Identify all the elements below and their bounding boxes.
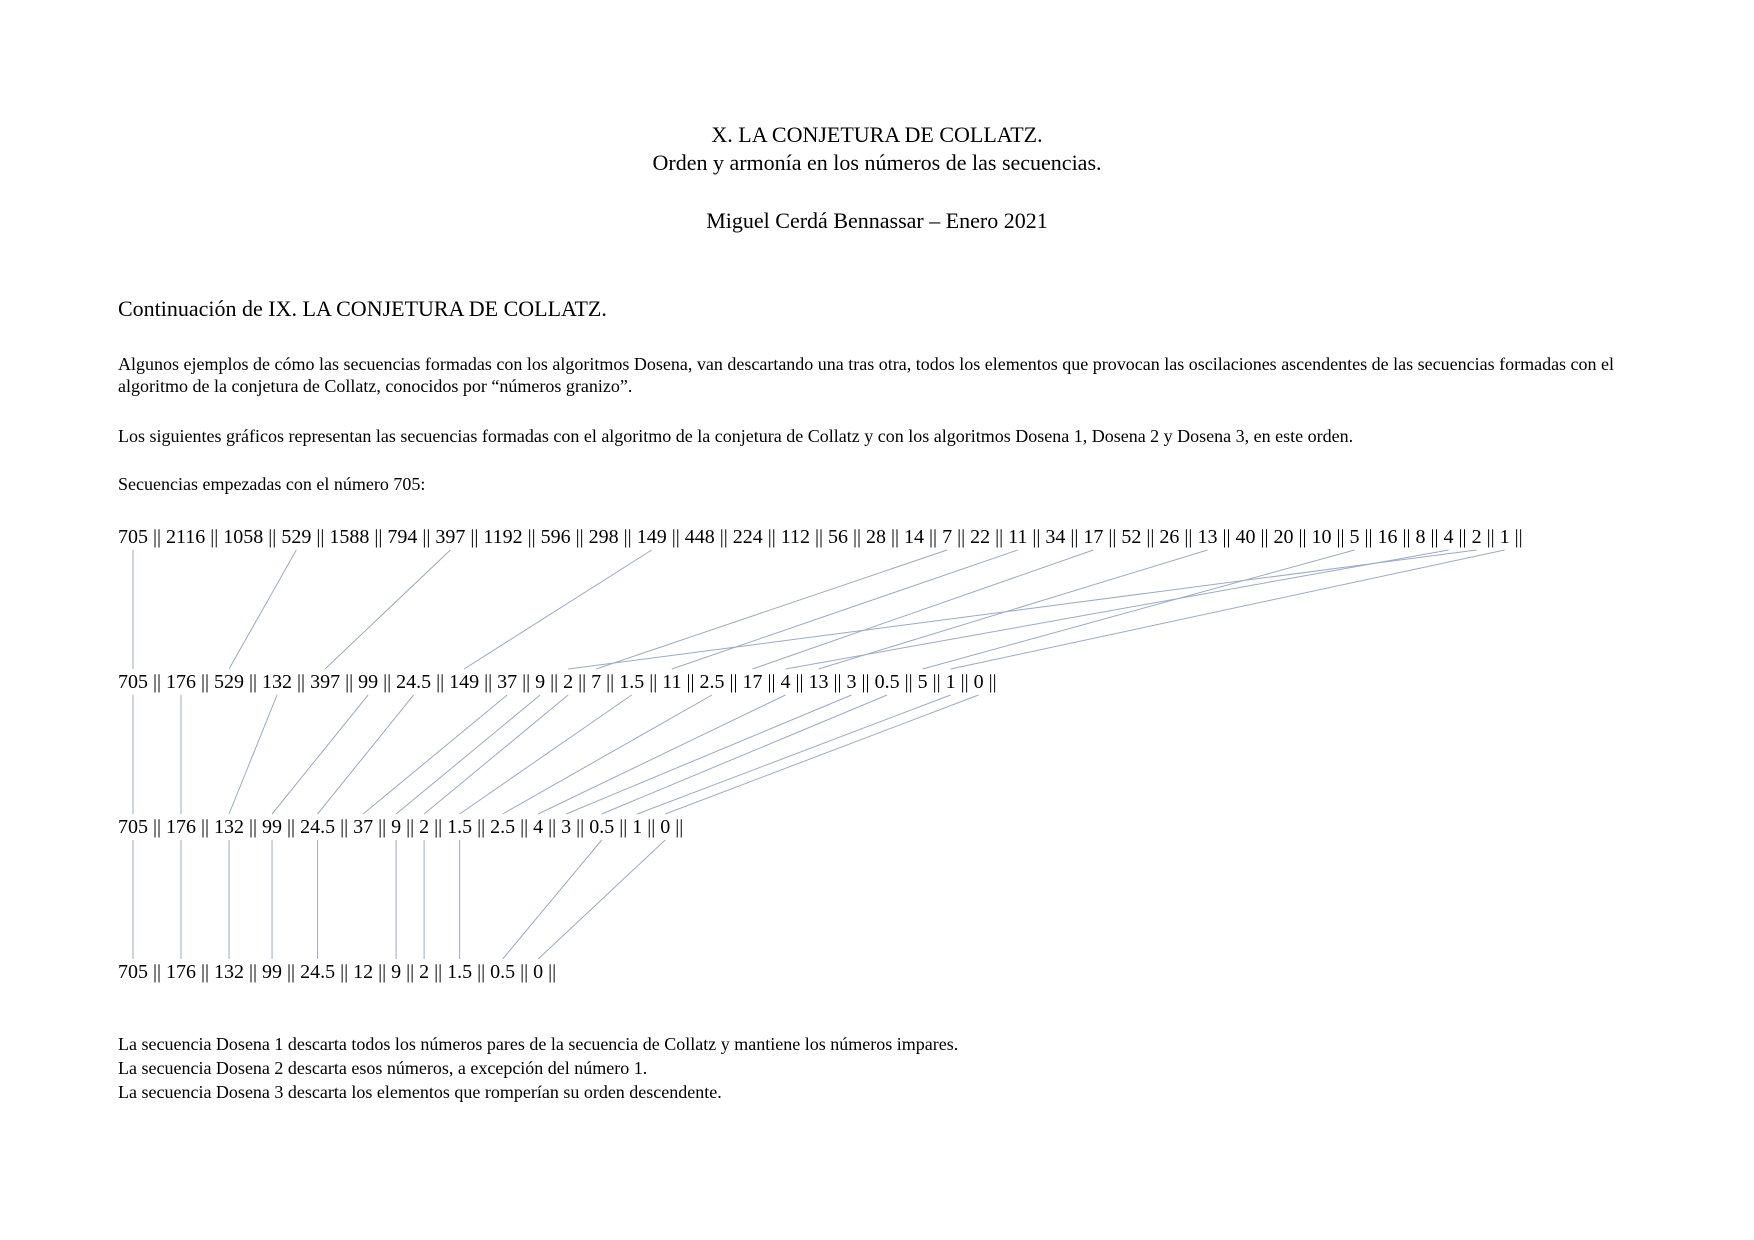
sequence-separator: || [1453,526,1472,548]
sequence-separator: || [828,671,847,693]
sequence-number: 705 [118,526,148,548]
sequence-number: 56 [828,526,849,548]
sequence-separator: || [1103,526,1122,548]
collatz-sequence [118,525,1523,549]
sequence-separator: || [924,526,943,548]
sequence-separator: || [369,526,388,548]
sequence-separator: || [571,816,590,838]
sequence-number: 9 [535,671,546,693]
connector-line [753,550,1094,669]
sequence-number: 17 [742,671,763,693]
dosena2-sequence [118,815,683,839]
sequence-number: 99 [262,961,283,983]
connector-line [596,550,947,669]
sequence-separator: || [196,671,215,693]
connector-line [602,695,887,814]
sequence-separator: || [1141,526,1160,548]
sequence-number: 1 [945,671,956,693]
sequence-separator: || [762,526,781,548]
sequence-separator: || [335,961,354,983]
sequence-number: 705 [118,671,148,693]
sequence-number: 1192 [483,526,523,548]
sequence-number: 2 [563,671,574,693]
sequence-separator: || [1425,526,1444,548]
note-dosena1: La secuencia Dosena 1 descarta todos los números pares de la secuencia de Collatz y mantiene los números impares. [118,1034,959,1054]
sequence-separator: || [522,526,541,548]
sequence-number: 397 [435,526,466,548]
sequence-number: 22 [970,526,991,548]
sequence-number: 1588 [329,526,370,548]
sequence-separator: || [148,961,167,983]
sequence-separator: || [148,671,167,693]
sequence-number: 298 [588,526,619,548]
connector-line [568,550,1476,669]
sequence-number: 794 [387,526,418,548]
sequence-number: 5 [1349,526,1360,548]
connector-line [325,550,450,669]
sequence-separator: || [148,526,167,548]
sequence-separator: || [790,671,809,693]
sequence-number: 0.5 [874,671,900,693]
sequence-separator: || [614,816,633,838]
sequence-separator: || [1293,526,1312,548]
sequence-separator: || [570,526,589,548]
sequence-number: 2 [419,961,430,983]
sequence-number: 37 [497,671,518,693]
sequence-separator: || [990,526,1009,548]
sequence-separator: || [1255,526,1274,548]
sequence-number: 1.5 [619,671,645,693]
sequence-number: 176 [166,816,197,838]
dosena1-sequence [118,670,997,694]
sequence-intro: Secuencias empezadas con el número 705: [118,474,426,494]
sequence-number: 4 [780,671,791,693]
sequence-separator: || [927,671,946,693]
sequence-number: 132 [214,816,245,838]
sequence-number: 1 [632,816,643,838]
sequence-number: 13 [808,671,829,693]
sequence-separator: || [886,526,905,548]
sequence-number: 24.5 [300,816,336,838]
sequence-separator: || [724,671,743,693]
sequence-number: 24.5 [396,671,432,693]
sequence-separator: || [244,671,263,693]
sequence-separator: || [543,816,562,838]
connector-line [951,550,1505,669]
sequence-number: 596 [540,526,571,548]
sequence-number: 0.5 [589,816,615,838]
sequence-separator: || [431,671,450,693]
section-heading: Continuación de IX. LA CONJETURA DE COLLATZ. [118,296,607,321]
sequence-separator: || [472,961,491,983]
sequence-separator: || [401,816,420,838]
sequence-separator: || [644,671,663,693]
sequence-separator: || [1397,526,1416,548]
connector-line [923,550,1355,669]
sequence-number: 0 [973,671,984,693]
sequence-separator: || [681,671,700,693]
sequence-number: 40 [1235,526,1256,548]
sequence-separator: || [196,961,215,983]
sequence-number: 99 [262,816,283,838]
sequence-number: 34 [1045,526,1066,548]
sequence-separator: || [429,961,448,983]
sequence-separator: || [378,671,397,693]
sequence-number: 0.5 [490,961,516,983]
sequence-number: 52 [1121,526,1142,548]
sequence-separator: || [983,671,997,693]
sequence-separator: || [292,671,311,693]
connector-line [672,550,1018,669]
sequence-separator: || [417,526,436,548]
sequence-separator: || [1217,526,1236,548]
sequence-number: 8 [1415,526,1426,548]
sequence-number: 3 [561,816,572,838]
page-title: X. LA CONJETURA DE COLLATZ. [711,122,1043,147]
sequence-number: 13 [1197,526,1218,548]
page-subtitle: Orden y armonía en los números de las secuencias. [652,150,1102,175]
sequence-separator: || [517,671,536,693]
sequence-number: 2.5 [699,671,725,693]
sequence-number: 37 [353,816,374,838]
sequence-separator: || [1027,526,1046,548]
connector-line [665,695,978,814]
sequence-separator: || [472,816,491,838]
sequence-separator: || [263,526,282,548]
sequence-number: 448 [684,526,715,548]
sequence-number: 397 [310,671,341,693]
sequence-separator: || [601,671,620,693]
sequence-separator: || [479,671,498,693]
connector-line [272,695,368,814]
sequence-separator: || [642,816,661,838]
sequence-separator: || [196,816,215,838]
connector-line [464,550,652,669]
sequence-number: 149 [449,671,480,693]
connector-line [566,695,851,814]
sequence-number: 11 [1008,526,1028,548]
sequence-number: 2 [419,816,430,838]
sequence-number: 132 [214,961,245,983]
sequence-number: 26 [1159,526,1180,548]
sequence-separator: || [515,961,534,983]
sequence-number: 112 [780,526,810,548]
sequence-separator: || [573,671,592,693]
sequence-separator: || [810,526,829,548]
sequence-number: 149 [636,526,667,548]
sequence-number: 99 [358,671,379,693]
sequence-number: 24.5 [300,961,336,983]
sequence-separator: || [401,961,420,983]
description-paragraph: Los siguientes gráficos representan las secuencias formadas con el algoritmo de la conjetura de Collatz y con los algoritmos Dosena 1, Dosena 2 y Dosena 3, en este orden. [118,426,1354,446]
sequence-separator: || [899,671,918,693]
sequence-separator: || [848,526,867,548]
sequence-number: 1.5 [447,961,473,983]
sequence-separator: || [670,816,684,838]
sequence-separator: || [543,961,557,983]
sequence-separator: || [515,816,534,838]
sequence-separator: || [429,816,448,838]
connector-line [503,695,712,814]
sequence-number: 28 [866,526,887,548]
intro-paragraph: Algunos ejemplos de cómo las secuencias formadas con los algoritmos Dosena, van descartando una tras otra, todos los elementos que provocan las oscilaciones ascendentes de las secuencias formadas con el algoritmo de la conjetura de Collatz, conocidos por “números granizo”. [118,354,1615,396]
sequence-separator: || [311,526,330,548]
sequence-number: 12 [353,961,374,983]
sequence-number: 705 [118,961,148,983]
connector-line [503,840,602,959]
connector-line [637,695,950,814]
sequence-separator: || [545,671,564,693]
sequence-number: 11 [662,671,682,693]
sequence-separator: || [762,671,781,693]
sequence-number: 1058 [223,526,264,548]
sequence-number: 1.5 [447,816,473,838]
sequence-separator: || [1179,526,1198,548]
sequence-separator: || [1359,526,1378,548]
author-date: Miguel Cerdá Bennassar – Enero 2021 [706,208,1048,233]
sequence-separator: || [1331,526,1350,548]
dosena3-sequence [118,960,556,984]
sequence-number: 529 [214,671,245,693]
sequence-number: 176 [166,671,197,693]
connector-line [318,695,414,814]
sequence-number: 132 [262,671,293,693]
sequence-number: 224 [732,526,763,548]
sequence-separator: || [373,816,392,838]
connector-line [229,550,296,669]
sequence-number: 705 [118,816,148,838]
sequence-separator: || [465,526,484,548]
sequence-separator: || [1509,526,1523,548]
connector-line [460,695,632,814]
sequence-number: 0 [533,961,544,983]
sequence-separator: || [244,816,263,838]
connector-line [424,695,568,814]
sequence-separator: || [856,671,875,693]
sequence-number: 0 [660,816,671,838]
connector-line [363,695,507,814]
sequence-separator: || [1065,526,1084,548]
sequence-number: 3 [846,671,857,693]
sequence-number: 14 [904,526,925,548]
sequence-number: 5 [917,671,928,693]
sequence-separator: || [244,961,263,983]
connector-line [229,695,277,814]
sequence-separator: || [1481,526,1500,548]
sequence-separator: || [282,961,301,983]
sequence-separator: || [618,526,637,548]
sequence-separator: || [714,526,733,548]
sequence-separator: || [335,816,354,838]
sequence-number: 7 [942,526,953,548]
note-dosena3: La secuencia Dosena 3 descarta los elementos que romperían su orden descendente. [118,1082,722,1102]
sequence-number: 10 [1311,526,1332,548]
sequence-number: 529 [281,526,312,548]
sequence-separator: || [340,671,359,693]
connector-line [538,840,665,959]
sequence-number: 9 [391,961,402,983]
sequence-number: 4 [533,816,544,838]
sequence-separator: || [148,816,167,838]
connector-line [786,550,1449,669]
sequence-separator: || [666,526,685,548]
sequence-number: 20 [1273,526,1294,548]
connector-line [538,695,785,814]
notes [118,1032,958,1104]
sequence-separator: || [373,961,392,983]
sequence-separator: || [952,526,971,548]
sequence-number: 16 [1377,526,1398,548]
sequence-number: 176 [166,961,197,983]
sequence-number: 17 [1083,526,1104,548]
note-dosena2: La secuencia Dosena 2 descarta esos números, a excepción del número 1. [118,1058,648,1078]
connector-line [396,695,540,814]
sequence-number: 2.5 [490,816,516,838]
sequence-separator: || [955,671,974,693]
sequence-number: 2116 [166,526,206,548]
sequence-number: 2 [1471,526,1482,548]
sequence-number: 4 [1443,526,1454,548]
sequence-number: 1 [1499,526,1510,548]
sequence-separator: || [282,816,301,838]
connector-line [819,550,1208,669]
sequence-separator: || [205,526,224,548]
sequence-number: 9 [391,816,402,838]
sequence-number: 7 [591,671,602,693]
